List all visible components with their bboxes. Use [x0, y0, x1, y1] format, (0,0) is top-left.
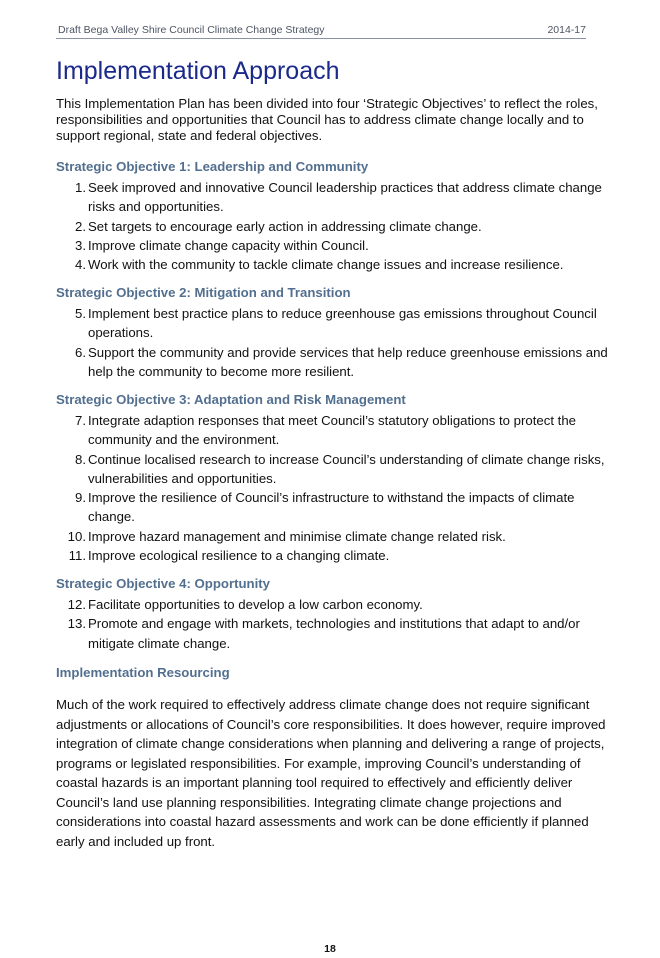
- item-text: Work with the community to tackle climate change issues and increase resilience.: [88, 257, 564, 273]
- intro-paragraph: This Implementation Plan has been divided into four ‘Strategic Objectives’ to reflect the roles, responsibilities and opportunities that Council has to address climate change locally and to support regional, state and federal objectives.: [56, 96, 598, 143]
- objective-2-section: [56, 284, 612, 381]
- item-number: 7.: [75, 413, 86, 428]
- list-item: [56, 236, 612, 255]
- objective-4-section: [56, 575, 612, 653]
- item-text: Seek improved and innovative Council leadership practices that address climate change risks and opportunities.: [88, 180, 602, 215]
- item-number: 12.: [67, 597, 86, 612]
- item-number: 10.: [67, 528, 86, 544]
- objective-4-heading: Strategic Objective 4: Opportunity: [56, 576, 270, 591]
- list-item: [56, 255, 612, 274]
- list-item: [56, 614, 612, 653]
- objective-3-section: [56, 391, 612, 565]
- item-text: Continue localised research to increase Council’s understanding of climate change risks, vulnerabilities and opportunities.: [88, 451, 605, 486]
- resourcing-heading: Implementation Resourcing: [56, 665, 230, 680]
- item-text: Implement best practice plans to reduce greenhouse gas emissions throughout Council operations.: [88, 306, 597, 341]
- list-item: [56, 450, 612, 489]
- item-text: Facilitate opportunities to develop a low carbon economy.: [88, 597, 423, 612]
- list-item: [56, 527, 612, 546]
- objective-3-heading: Strategic Objective 3: Adaptation and Risk Management: [56, 392, 406, 407]
- list-item: [56, 595, 612, 614]
- page-number: 18: [324, 943, 336, 955]
- item-number: 13.: [67, 616, 86, 632]
- item-number: 5.: [75, 306, 86, 321]
- objective-2-heading: Strategic Objective 2: Mitigation and Transition: [56, 285, 351, 300]
- objective-1-section: [56, 158, 612, 274]
- list-item: [56, 304, 612, 343]
- list-item: [56, 488, 612, 527]
- list-item: [56, 343, 612, 382]
- page-header: [56, 24, 586, 39]
- item-text: Improve hazard management and minimise climate change related risk.: [88, 528, 506, 544]
- item-text: Set targets to encourage early action in addressing climate change.: [88, 218, 482, 234]
- item-text: Promote and engage with markets, technologies and institutions that adapt to and/or mitigate climate change.: [88, 616, 580, 651]
- header-period: 2014-17: [547, 24, 586, 36]
- header-document-title: Draft Bega Valley Shire Council Climate Change Strategy: [58, 24, 325, 36]
- item-text: Integrate adaption responses that meet Council’s statutory obligations to protect the community and the environment.: [88, 413, 576, 448]
- item-number: 8.: [75, 451, 86, 467]
- item-number: 2.: [75, 218, 86, 234]
- item-text: Support the community and provide services that help reduce greenhouse emissions and help the community to become more resilient.: [88, 344, 608, 379]
- list-item: [56, 411, 612, 450]
- resourcing-section: [56, 664, 612, 681]
- list-item: [56, 217, 612, 236]
- item-text: Improve ecological resilience to a changing climate.: [88, 548, 390, 564]
- item-number: 9.: [75, 490, 86, 506]
- list-item: [56, 546, 612, 565]
- page-title: Implementation Approach: [56, 57, 340, 85]
- list-item: [56, 178, 612, 217]
- item-number: 6.: [75, 344, 86, 360]
- objective-1-heading: Strategic Objective 1: Leadership and Community: [56, 159, 369, 174]
- item-text: Improve the resilience of Council’s infrastructure to withstand the impacts of climate change.: [88, 490, 575, 525]
- item-number: 11.: [68, 548, 86, 564]
- item-number: 1.: [75, 180, 86, 195]
- item-text: Improve climate change capacity within Council.: [88, 237, 369, 253]
- item-number: 3.: [75, 237, 86, 253]
- item-number: 4.: [75, 257, 86, 273]
- resourcing-paragraph: Much of the work required to effectively address climate change does not require significant adjustments or allocations of Council’s core responsibilities. It does however, require improved integration of climate change considerations when planning and delivering a range of projects, programs or legislated responsibilities. For example, improving Council’s understanding of coastal hazards is an important planning tool required to effectively and efficiently deliver Council’s land use planning responsibilities. Integrating climate change projections and considerations into coastal hazard assessments and work can be done efficiently if planned early and included up front.: [56, 697, 606, 849]
